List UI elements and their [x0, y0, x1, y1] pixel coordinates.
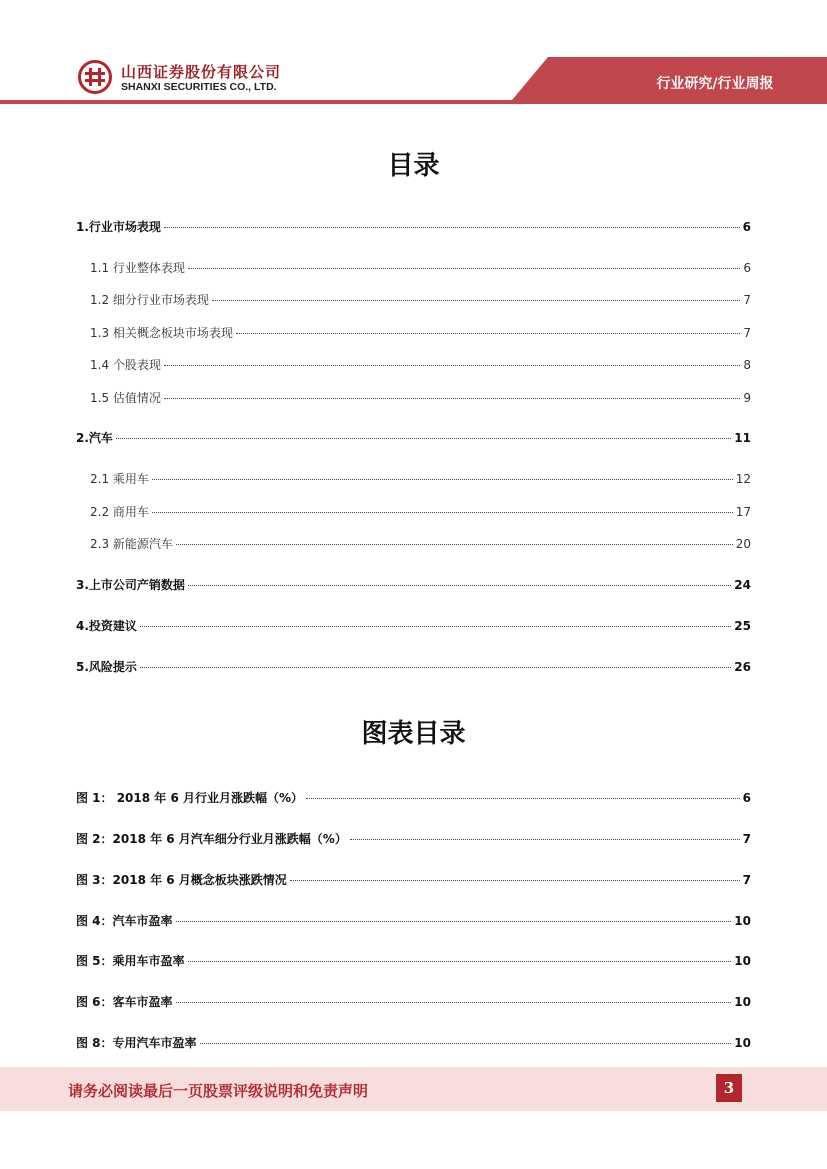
toc-entry-page: 12: [735, 472, 751, 486]
toc-leader-dots: [164, 227, 740, 228]
toc-entry-page: 24: [734, 578, 751, 592]
page-header: [0, 0, 827, 112]
toc-entry-label: 1.3 相关概念板块市场表现: [90, 326, 233, 340]
figure-entry-page: 7: [742, 832, 751, 846]
page-number: 3: [716, 1074, 742, 1102]
toc-entry[interactable]: [90, 503, 751, 520]
toc-leader-dots: [188, 268, 740, 269]
figure-entry-page: 6: [742, 791, 751, 805]
toc-entry[interactable]: [90, 535, 751, 552]
figure-entry-page: 10: [734, 914, 751, 928]
toc-entry[interactable]: [90, 389, 751, 406]
toc-entry-label: 4.投资建议: [76, 619, 137, 633]
toc-entry[interactable]: [90, 259, 751, 276]
figure-leader-dots: [176, 1002, 732, 1003]
toc-entry-label: 2.1 乘用车: [90, 472, 149, 486]
toc-entry-page: 26: [734, 660, 751, 674]
figure-entry-label: 图 3：2018 年 6 月概念板块涨跌情况: [76, 873, 287, 887]
toc-entry-label: 5.风险提示: [76, 660, 137, 674]
figure-entry[interactable]: [76, 912, 751, 929]
toc-entry-page: 17: [735, 505, 751, 519]
figure-entry-page: 10: [734, 954, 751, 968]
figure-leader-dots: [188, 961, 732, 962]
toc-leader-dots: [152, 512, 733, 513]
figure-entry-label: 图 1： 2018 年 6 月行业月涨跌幅（%）: [76, 791, 304, 805]
toc-entry[interactable]: [90, 291, 751, 308]
figure-entry-label: 图 8：专用汽车市盈率: [76, 1036, 197, 1050]
toc-entry-label: 2.3 新能源汽车: [90, 537, 173, 551]
toc-entry-page: 25: [734, 619, 751, 633]
toc-entry-label: 3.上市公司产销数据: [76, 578, 185, 592]
toc-leader-dots: [140, 626, 731, 627]
toc-entry[interactable]: [76, 617, 751, 634]
figure-entry[interactable]: [76, 871, 751, 888]
figure-entry[interactable]: [76, 789, 751, 806]
figure-entry[interactable]: [76, 830, 751, 847]
toc-leader-dots: [164, 365, 740, 366]
figure-leader-dots: [290, 880, 740, 881]
figure-entry-page: 10: [734, 1036, 751, 1050]
toc-leader-dots: [152, 479, 733, 480]
figure-leader-dots: [200, 1043, 732, 1044]
figure-leader-dots: [176, 921, 732, 922]
figure-entry[interactable]: [76, 1034, 751, 1051]
figure-entry-label: 图 4：汽车市盈率: [76, 914, 173, 928]
figure-leader-dots: [350, 839, 740, 840]
toc-entry-page: 6: [742, 220, 751, 234]
toc-entry-label: 1.4 个股表现: [90, 358, 161, 372]
toc-entry-page: 6: [743, 261, 751, 275]
figure-entry[interactable]: [76, 993, 751, 1010]
toc-leader-dots: [164, 398, 740, 399]
footer-disclaimer: 请务必阅读最后一页股票评级说明和免责声明: [68, 1082, 369, 1100]
figure-entry-label: 图 6：客车市盈率: [76, 995, 173, 1009]
toc-title: 目录: [387, 151, 440, 181]
toc-entry[interactable]: [90, 324, 751, 341]
toc-entry-label: 1.1 行业整体表现: [90, 261, 185, 275]
toc-entry[interactable]: [90, 356, 751, 373]
company-name-en: SHANXI SECURITIES CO., LTD.: [121, 81, 277, 93]
toc-leader-dots: [212, 300, 740, 301]
figure-list-title: 图表目录: [361, 719, 466, 749]
toc-entry[interactable]: [76, 218, 751, 235]
figure-entry-label: 图 2：2018 年 6 月汽车细分行业月涨跌幅（%）: [76, 832, 347, 846]
toc-leader-dots: [188, 585, 731, 586]
toc-entry-label: 1.2 细分行业市场表现: [90, 293, 209, 307]
figure-leader-dots: [306, 798, 740, 799]
toc-entry-page: 7: [743, 326, 751, 340]
toc-entry-page: 20: [735, 537, 751, 551]
company-logo-icon: [78, 60, 112, 94]
toc-entry[interactable]: [76, 429, 751, 446]
toc-entry-page: 8: [743, 358, 751, 372]
toc-leader-dots: [116, 438, 731, 439]
toc-entry[interactable]: [76, 658, 751, 675]
toc-leader-dots: [176, 544, 733, 545]
toc-leader-dots: [236, 333, 740, 334]
figure-entry-page: 7: [742, 873, 751, 887]
toc-entry-label: 2.2 商用车: [90, 505, 149, 519]
header-band: [0, 0, 827, 112]
toc-entry[interactable]: [76, 576, 751, 593]
toc-entry-page: 7: [743, 293, 751, 307]
figure-entry[interactable]: [76, 952, 751, 969]
toc-entry-page: 9: [743, 391, 751, 405]
toc-entry-label: 2.汽车: [76, 431, 113, 445]
toc-entry-label: 1.行业市场表现: [76, 220, 161, 234]
toc-entry[interactable]: [90, 470, 751, 487]
figure-entry-label: 图 5：乘用车市盈率: [76, 954, 185, 968]
company-name-cn: 山西证券股份有限公司: [121, 63, 282, 81]
figure-entry-page: 10: [734, 995, 751, 1009]
toc-entry-label: 1.5 估值情况: [90, 391, 161, 405]
toc-entry-page: 11: [734, 431, 751, 445]
toc-leader-dots: [140, 667, 731, 668]
report-category: 行业研究/行业周报: [656, 76, 774, 92]
